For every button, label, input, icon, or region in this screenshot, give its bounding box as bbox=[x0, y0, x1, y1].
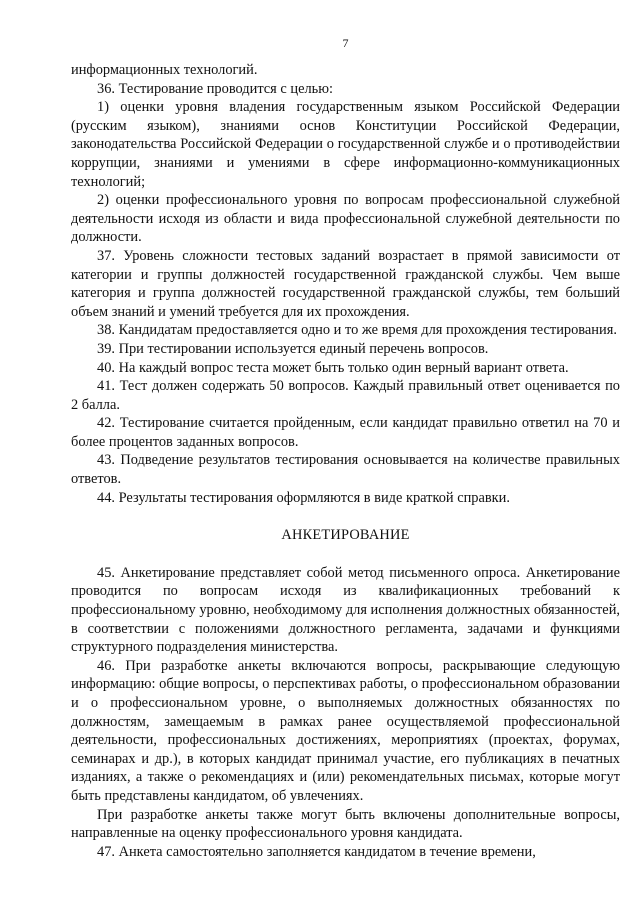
paragraph: 1) оценки уровня владения государственным языком Российской Федерации (русским языком), знаниями основ Конституции Российской Федерации, законодательства Российской Федерации о государственной службе и о противодействии коррупции, знаниями и умениями в сфере информационно-коммуникационных технологий; bbox=[71, 99, 620, 190]
testing-section bbox=[71, 61, 620, 507]
paragraph: 41. Тест должен содержать 50 вопросов. Каждый правильный ответ оценивается по 2 балла. bbox=[71, 378, 620, 413]
paragraph: При разработке анкеты также могут быть включены дополнительные вопросы, направленные на оценку профессионального уровня кандидата. bbox=[71, 806, 620, 842]
paragraph: 2) оценки профессионального уровня по вопросам профессиональной служебной деятельности исходя из области и вида профессиональной служебной деятельности по должности. bbox=[71, 192, 620, 246]
paragraph: 36. Тестирование проводится с целью: bbox=[97, 80, 333, 97]
questionnaire-section bbox=[71, 564, 620, 862]
paragraph: 43. Подведение результатов тестирования основывается на количестве правильных ответов. bbox=[71, 452, 620, 488]
paragraph: 42. Тестирование считается пройденным, если кандидат правильно ответил на 70 и более процентов заданных вопросов. bbox=[71, 415, 620, 450]
paragraph: 40. На каждый вопрос теста может быть только один верный вариант ответа. bbox=[97, 359, 569, 376]
paragraph: 38. Кандидатам предоставляется одно и то же время для прохождения тестирования. bbox=[97, 322, 617, 339]
page-number: 7 bbox=[342, 36, 349, 50]
paragraph: информационных технологий. bbox=[71, 62, 258, 78]
section-title: АНКЕТИРОВАНИЕ bbox=[281, 527, 410, 544]
paragraph: 45. Анкетирование представляет собой метод письменного опроса. Анкетирование проводится по вопросам исходя из квалификационных требований к профессиональному уровню, необходимому для исполнения должностных обязанностей, в соответствии с положениями должностного регламента, задачами и функциями структурного подразделения министерства. bbox=[71, 564, 620, 656]
document-body bbox=[71, 61, 620, 861]
paragraph: 39. При тестировании используется единый перечень вопросов. bbox=[97, 340, 489, 357]
paragraph: 47. Анкета самостоятельно заполняется кандидатом в течение времени, bbox=[97, 843, 536, 860]
paragraph: 44. Результаты тестирования оформляются в виде краткой справки. bbox=[97, 489, 510, 506]
paragraph: 46. При разработке анкеты включаются вопросы, раскрывающие следующую информацию: общие вопросы, о перспективах работы, о профессиональном образовании и о профессиональном уровне, о выполняемых должностных обязанностях по должностям, замещаемым в рамках ранее осуществляемой профессиональной деятельности, профессиональных достижениях, мероприятиях (проектах, форумах, семинарах и др.), в которых кандидат принимал участие, его публикациях в печатных изданиях, а также о рекомендациях и (или) рекомендательных письмах, которые могут быть представлены кандидатом, об увлечениях. bbox=[71, 657, 620, 804]
paragraph: 37. Уровень сложности тестовых заданий возрастает в прямой зависимости от категории и группы должностей государственной гражданской службы. Чем выше категория и группа должностей государственной гражданской службы, тем больший объем знаний и умений требуется для их прохождения. bbox=[71, 247, 620, 320]
